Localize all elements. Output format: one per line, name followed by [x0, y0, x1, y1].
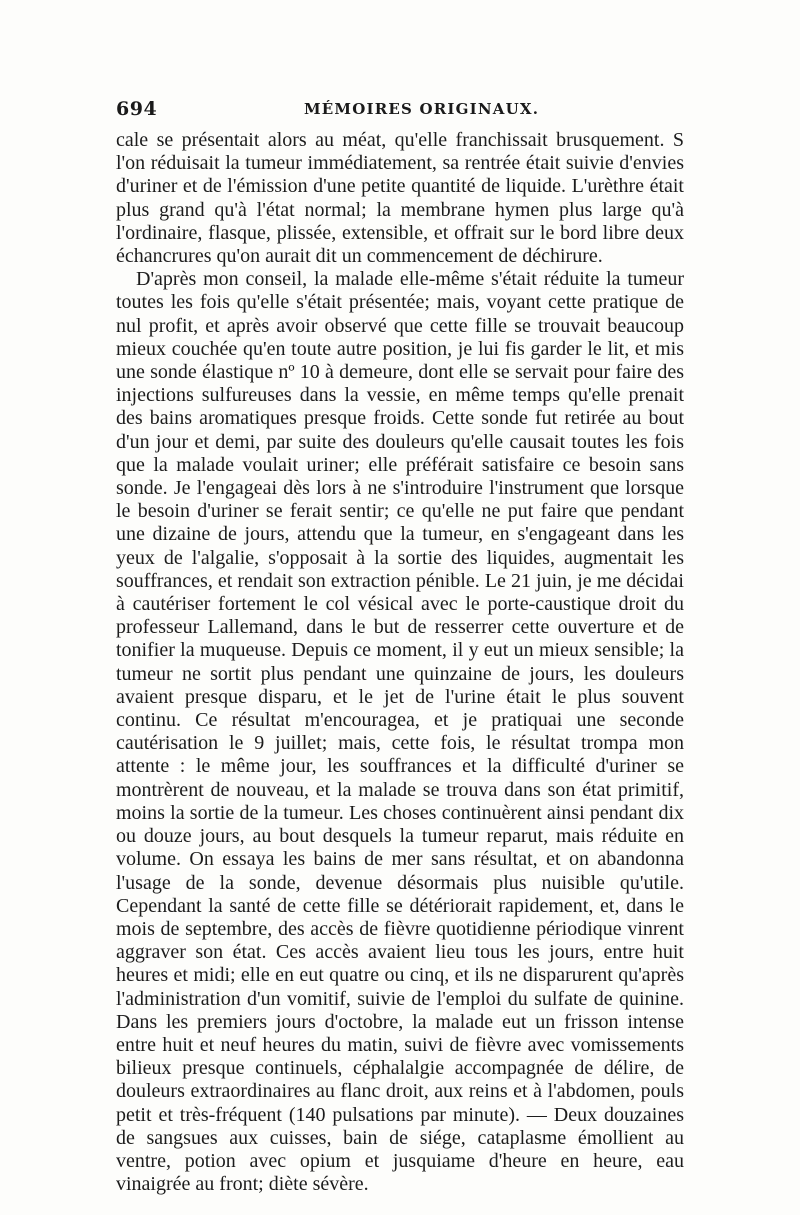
paragraph-continued: cale se présentait alors au méat, qu'elle franchissait brusquement. S l'on réduisait la tumeur immédiatement, sa rentrée était suivie d'envies d'uriner et de l'émission d'une petite quantité de liquide. L'urèthre était plus grand qu'à l'état normal; la membrane hymen plus large qu'à l'ordinaire, flasque, plissée, extensible, et offrait sur le bord libre deux échancrures qu'on aurait dit un commencement de déchirure.	[116, 129, 684, 268]
running-title: MÉMOIRES ORIGINAUX.	[304, 100, 540, 118]
body-text	[116, 129, 684, 1196]
page-header	[116, 98, 694, 126]
page-number: 694	[116, 98, 158, 120]
paragraph-case-history: D'après mon conseil, la malade elle-même s'était réduite la tumeur toutes les fois qu'elle s'était présentée; mais, voyant cette pratique de nul profit, et après avoir observé que cette fille se trouvait beaucoup mieux couchée qu'en toute autre position, je lui fis garder le lit, et mis une sonde élastique nº 10 à demeure, dont elle se servait pour faire des injections sulfureuses dans la vessie, en même temps qu'elle prenait des bains aromatiques presque froids. Cette sonde fut retirée au bout d'un jour et demi, par suite des douleurs qu'elle causait toutes les fois que la malade voulait uriner; elle préférait satisfaire ce besoin sans sonde. Je l'engageai dès lors à ne s'introduire l'instrument que lorsque le besoin d'uriner se ferait sentir; ce qu'elle ne put faire que pendant une dizaine de jours, attendu que la tumeur, en s'engageant dans les yeux de l'algalie, s'opposait à la sortie des liquides, augmentait les souffrances, et rendait son extraction pénible. Le 21 juin, je me décidai à cautériser fortement le col vésical avec le porte-caustique droit du professeur Lallemand, dans le but de resserrer cette ouverture et de tonifier la muqueuse. Depuis ce moment, il y eut un mieux sensible; la tumeur ne sortit plus pendant une quinzaine de jours, les douleurs avaient presque disparu, et le jet de l'urine était le plus souvent continu. Ce résultat m'encouragea, et je pratiquai une seconde cautérisation le 9 juillet; mais, cette fois, le résultat trompa mon attente : le même jour, les souffrances et la difficulté d'uriner se montrèrent de nouveau, et la malade se trouva dans son état primitif, moins la sortie de la tumeur. Les choses continuèrent ainsi pendant dix ou douze jours, au bout desquels la tumeur reparut, mais réduite en volume. On essaya les bains de mer sans résultat, et on abandonna l'usage de la sonde, devenue désormais plus nuisible qu'utile. Cependant la santé de cette fille se détériorait rapidement, et, dans le mois de septembre, des accès de fièvre quotidienne périodique vinrent aggraver son état. Ces accès avaient lieu tous les jours, entre huit heures et midi; elle en eut quatre ou cinq, et ils ne disparurent qu'après l'administration d'un vomitif, suivie de l'emploi du sulfate de quinine. Dans les premiers jours d'octobre, la malade eut un frisson intense entre huit et neuf heures du matin, suivi de fièvre avec vomissements bilieux presque continuels, céphalalgie accompagnée de délire, de douleurs extraordinaires au flanc droit, aux reins et à l'abdomen, pouls petit et très-fréquent (140 pulsations par minute). — Deux douzaines de sangsues aux cuisses, bain de siége, cataplasme émollient au ventre, potion avec opium et jusquiame d'heure en heure, eau vinaigrée au front; diète sévère.	[116, 268, 684, 1196]
